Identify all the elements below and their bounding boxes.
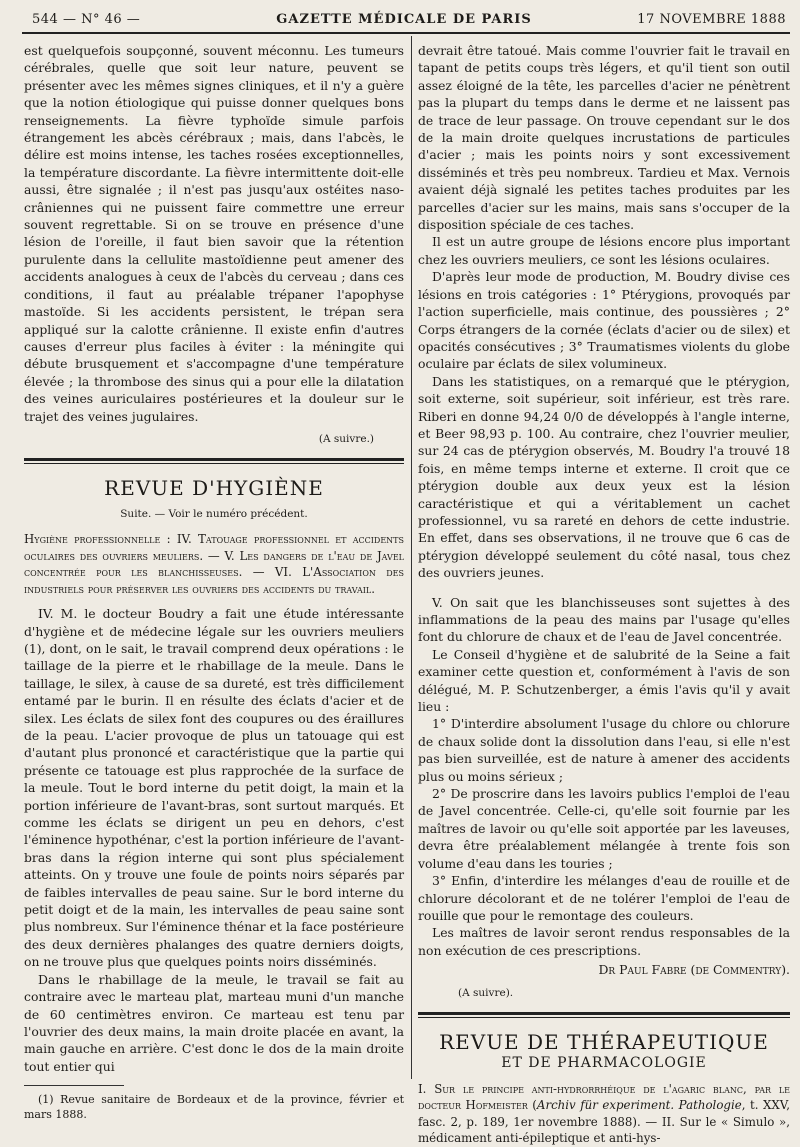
body-paragraph: 2° De proscrire dans les lavoirs publics l'emploi de l'eau de Javel concentrée. Celle-ci, qu'elle soit fournie par les maîtres de lavoir ou qu'elle soit apportée par les laveuses, devra être préalablement mélangée à trente fois son volume d'eau dans les touries ; (418, 786, 790, 871)
body-paragraph: D'après leur mode de production, M. Boudry divise ces lésions en trois catégories : 1° Ptérygions, provoqués par l'action superficielle, mais continue, des poussières ; 2° Corps étrangers de la cornée (éclats d'acier ou de silex) et opacités consécutives ; 3° Traumatismes violents du globe oculaire par éclats de silex volumineux. (418, 269, 790, 372)
footnote: (1) Revue sanitaire de Bordeaux et de la province, février et mars 1888. (24, 1093, 404, 1122)
body-paragraph: Dans le rhabillage de la meule, le travail se fait au contraire avec le marteau plat, marteau muni d'un manche de 60 centimètres environ. Ce marteau est tenu par l'ouvrier des deux mains, la main droite placée en avant, la main gauche en arrière. C'est donc le dos de la main droite tout entier qui (24, 971, 404, 1074)
body-paragraph: V. On sait que les blanchisseuses sont sujettes à des inflammations de la peau des mains par l'usage qu'elles font du chlorure de chaux et de l'eau de Javel concentrée. (418, 594, 790, 645)
body-paragraph: 1° D'interdire absolument l'usage du chlore ou chlorure de chaux solide dont la dissolution dans l'eau, si elle n'est pas bien surveillée, est de nature à amener des accidents plus ou moins sérieux ; (418, 716, 790, 784)
body-paragraph: 3° Enfin, d'interdire les mélanges d'eau de rouille et de chlorure décolorant et de ne tolérer l'emploi de l'eau de rouille que pour le remontage des couleurs. (418, 873, 790, 923)
body-paragraph: Dans les statistiques, on a remarqué que le ptérygion, soit externe, soit supérieur, soit inférieur, est très rare. Riberi en donne 94,24 0/0 de développés à l'angle interne, et Beer 98,93 p. 100. Au contraire, chez l'ouvrier meulier, sur 24 cas de ptérygion observés, M. Boudry l'a trouvé 18 fois, en même temps interne et externe. Il croit que ce ptérygion double aux deux yeux est la lésion caractéristique et qui a véritablement un cachet professionnel, vu sa rareté en dehors de cette industrie. En effet, dans ses observations, il ne trouve que 6 cas de ptérygion développé seulement du côté nasal, tous chez des ouvriers jeunes. (418, 373, 790, 581)
continued-note: (A suivre). (458, 986, 514, 999)
page-number: 544 — N° 46 — (32, 12, 141, 27)
column-divider (411, 36, 412, 1079)
body-paragraph: Les maîtres de lavoir seront rendus responsables de la non exécution de ces prescriptions. (418, 925, 790, 958)
section-suite-note: Suite. — Voir le numéro précédent. (120, 507, 308, 520)
footnote-rule (24, 1085, 124, 1086)
section-divider (24, 458, 404, 464)
body-paragraph: IV. M. le docteur Boudry a fait une étude intéressante d'hygiène et de médecine légale sur les ouvriers meuliers (1), dont, on le sait, le travail comprend deux opérations : le taillage de la pierre et le rhabillage de la meule. Dans le taillage, le silex, à cause de sa dureté, est très difficilement entamé par le burin. Il en résulte des éclats d'acier et de silex. Les éclats de silex font des coupures ou des éraillures de la peau. L'acier provoque de plus un tatouage qui est d'autant plus prononcé et caractéristique que la partie qui présente ce tatouage est plus rapprochée de la surface de la meule. Tout le bord interne du petit doigt, la main et la portion inférieure de l'avant-bras, sont surtout marqués. Et comme les éclats se dirigent un peu en dehors, c'est l'éminence hypothénar, c'est la portion inférieure de l'avant-bras dans la région interne qui sont plus spécialement atteints. On y trouve une foule de points noirs séparés par de faibles intervalles de peau saine. Sur le bord interne du petit doigt et de la main, les intervalles de peau saine sont plus nombreux. Sur l'éminence thénar et la face postérieure des deux dernières phalanges des quatre derniers doigts, on ne trouve plus que quelques points noirs disséminés. (24, 606, 405, 970)
header-rule (22, 32, 790, 34)
section-divider (418, 1012, 790, 1018)
continued-note: (A suivre.) (318, 432, 374, 445)
page-header (22, 8, 786, 30)
intro-paragraph: est quelquefois soupçonné, souvent méconnu. Les tumeurs cérébrales, quelle que soit leur nature, peuvent se présenter avec les mêmes signes cliniques, et il n'y a guère que la notion étiologique qui puisse donner quelques bons renseignements. La fièvre typhoïde simule parfois étrangement les abcès cérébraux ; mais, dans l'abcès, le délire est moins intense, les taches rosées exceptionnelles, la température discordante. La fièvre intermittente doit-elle aussi, être signalée ; il n'est pas jusqu'aux ostéites naso-crâniennes qui ne puissent faire commettre une erreur souvent regrettable. Si on se trouve en présence d'une lésion de l'oreille, il faut bien savoir que la rétention purulente dans la cellulite mastoïdienne peut amener des accidents analogues à ceux de l'abcès du cerveau ; dans ces conditions, il faut au préalable trépaner l'apophyse mastoïde. Si les accidents persistent, le trépan sera appliqué sur la calotte crânienne. Il existe enfin d'autres causes d'erreur plus faciles à éviter : la méningite qui débute brusquement et s'accompagne d'une température élevée ; la thrombose des sinus qui a pour elle la dilatation des veines auriculaires postérieures et la douleur sur le trajet des veines jugulaires. (24, 43, 404, 424)
author-signature: Dr Paul Fabre (de Commentry). (598, 962, 790, 978)
section-title-therapeutique: REVUE DE THÉRAPEUTIQUE (439, 1029, 769, 1054)
body-paragraph: Il est un autre groupe de lésions encore plus important chez les ouvriers meuliers, ce sont les lésions oculaires. (418, 234, 790, 267)
body-paragraph: devrait être tatoué. Mais comme l'ouvrier fait le travail en tapant de petits coups très légers, et qu'il tient son outil assez éloigné de la tête, les parcelles d'acier ne pénètrent pas la plupart du temps dans le derme et ne laissent pas de trace de leur passage. On trouve cependant sur le dos de la main droite quelques incrustations de particules d'acier ; mais les points noirs y sont excessivement disséminés et très peu nombreux. Tardieu et Max. Vernois avaient déjà signalé les petites taches produites par les parcelles d'acier sur les mains, mais sans s'occuper de la disposition spéciale de ces taches. (418, 43, 790, 233)
section-title-hygiene: REVUE D'HYGIÈNE (104, 476, 324, 501)
left-column (24, 42, 404, 1122)
therapeutics-summary: I. Sur le principe anti-hydrorrhéique de l'agaric blanc, par le docteur Hofmeister (Archiv für experiment. Pathologie, t. XXV, fasc. 2, p. 189, 1er novembre 1888). — II. Sur le « Simulo », médicament anti-épileptique et anti-hys- (418, 1081, 791, 1146)
right-column (418, 42, 790, 1147)
issue-date: 17 NOVEMBRE 1888 (637, 12, 786, 27)
section-subtitle: ET DE PHARMACOLOGIE (501, 1055, 707, 1072)
section-summary: Hygiène professionnelle : IV. Tatouage professionnel et accidents oculaires des ouvriers meuliers. — V. Les dangers de l'eau de Javel concentrée pour les blanchisseuses. — VI. L'Association des industriels pour préserver les ouvriers des accidents du travail. (24, 532, 404, 596)
journal-title: GAZETTE MÉDICALE DE PARIS (276, 12, 532, 27)
body-paragraph: Le Conseil d'hygiène et de salubrité de la Seine a fait examiner cette question et, conformément à l'avis de son délégué, M. P. Schutzenberger, a émis l'avis qu'il y avait lieu : (418, 646, 790, 715)
